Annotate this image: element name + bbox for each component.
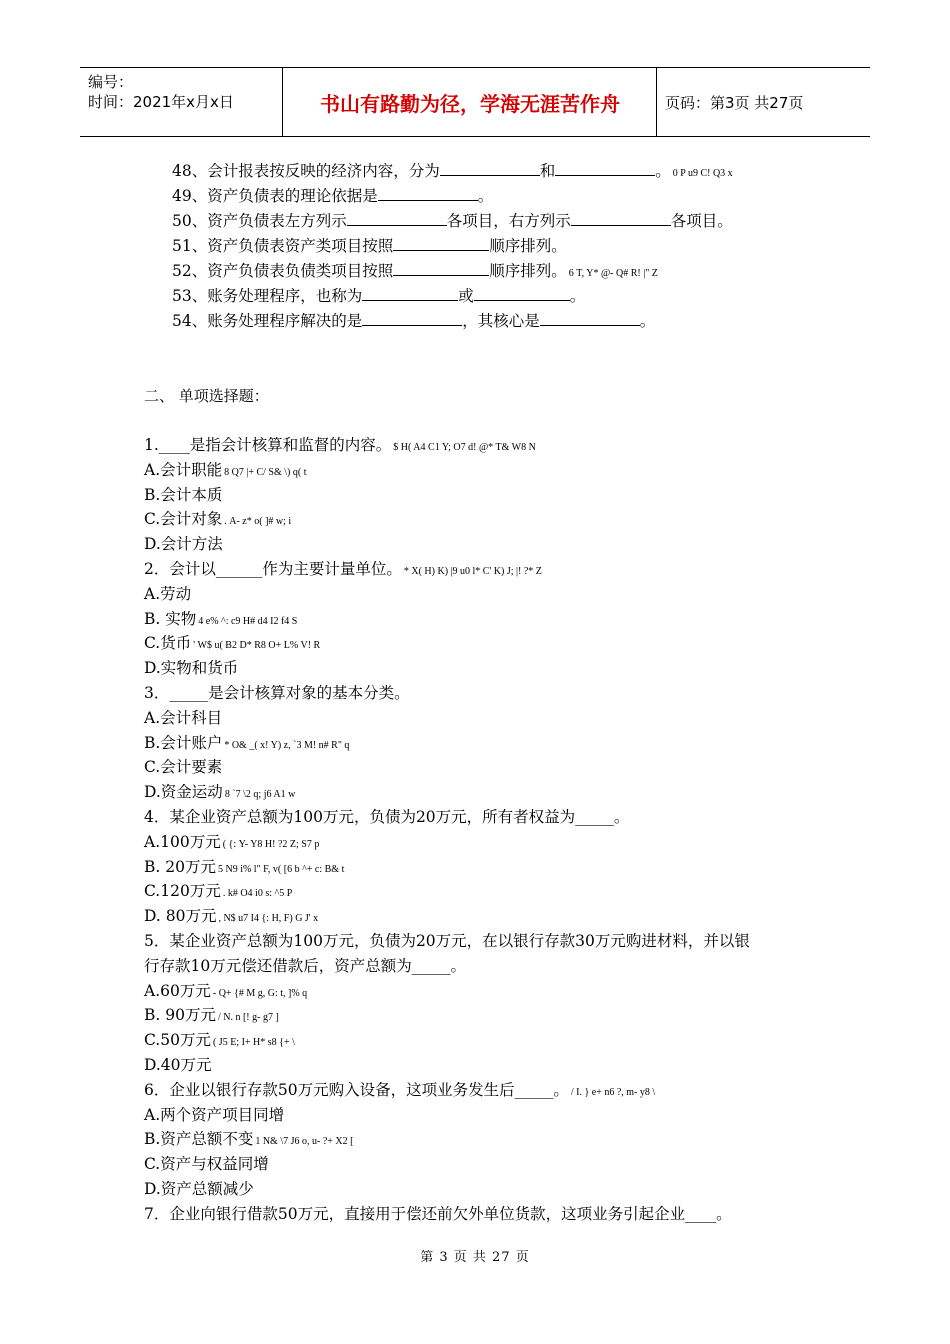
question-option	[144, 756, 222, 778]
noise-text: , N$ u7 I4 {: H, F) G J' x	[218, 913, 319, 925]
question-stem-text: 2．会计以______作为主要计量单位。	[144, 560, 402, 578]
question-option	[144, 484, 222, 506]
answer-blank	[393, 236, 489, 251]
question-option	[144, 732, 349, 757]
noise-text: . A- z* o( ]# w; i	[224, 516, 292, 528]
noise-text: / I. } e+ n6 ?, m- y8 \	[570, 1086, 656, 1098]
question-option	[144, 856, 344, 881]
header-page-info: 页码：第3页 共27页	[665, 93, 804, 112]
answer-blank	[540, 311, 640, 326]
question-option	[144, 707, 222, 729]
question-option-text: D.资产总额减少	[144, 1180, 254, 1198]
question-option	[144, 533, 223, 555]
noise-text: 6 T, Y* @- Q# R! |" Z	[568, 268, 658, 279]
noise-text: 8 Q7 |+ C/ S& \) q( t	[224, 466, 307, 478]
question-option	[144, 980, 307, 1005]
question-option-text: C.会计要素	[144, 758, 223, 777]
question-stem-text: 行存款10万元偿还借款后，资产总额为_____。	[144, 956, 466, 975]
question-option-text: C.50万元	[144, 1031, 211, 1050]
noise-text: ( {: Y- Y8 H! ?2 Z; S7 p	[222, 838, 320, 850]
question-option-text: C.120万元	[144, 882, 221, 901]
question-option-text: A.会计职能	[144, 460, 223, 479]
fill-item-text: 。	[639, 312, 656, 330]
fill-item	[172, 260, 658, 285]
question-option-text: A.两个资产项目同增	[144, 1105, 285, 1124]
question-option	[144, 657, 238, 679]
fill-item-text: 51、资产负债表资产类项目按照	[172, 237, 394, 255]
question-option-text: D. 80万元	[144, 907, 217, 926]
question-option-text: D.40万元	[144, 1056, 212, 1074]
noise-text: ' W$ u( B2 D* R8 O+ L% V! R	[193, 640, 321, 652]
question-option	[144, 880, 292, 905]
question-option	[144, 583, 191, 605]
fill-item-text: 各项目，右方列示	[446, 212, 571, 230]
question-option-text: D.实物和货币	[144, 659, 239, 678]
fill-item-text: 各项目。	[670, 212, 733, 230]
fill-item	[172, 160, 733, 185]
fill-item	[172, 185, 493, 207]
question-option	[144, 1054, 212, 1076]
fill-item-text: 和	[539, 162, 556, 180]
doc-number-label: 编号：	[88, 73, 134, 91]
header-meta	[88, 72, 234, 112]
question-option-text: D.资金运动	[144, 783, 223, 802]
question-option-text: B. 实物	[144, 609, 197, 628]
fill-item	[172, 210, 733, 232]
fill-item-text: 52、资产负债表负债类项目按照	[172, 262, 394, 280]
question-option	[144, 905, 318, 930]
question-stem	[144, 558, 542, 583]
answer-blank	[362, 286, 458, 301]
noise-text: * X( H) K) |9 u0 l* C' K) J; |! ?* Z	[403, 566, 542, 577]
fill-item-text: 50、资产负债表左方列示	[172, 212, 347, 230]
question-option-text: A.60万元	[144, 981, 211, 1000]
header-motto: 书山有路勤为径，学海无涯苦作舟	[320, 91, 620, 116]
question-stem	[144, 955, 466, 977]
question-option-text: B.会计本质	[144, 485, 223, 504]
fill-item-text: 49、资产负债表的理论依据是	[172, 187, 378, 205]
question-option	[144, 608, 297, 633]
question-stem-text: 7．企业向银行借款50万元，直接用于偿还前欠外单位货款，这项业务引起企业____。	[144, 1204, 732, 1223]
fill-item-text: 顺序排列。	[489, 262, 567, 280]
question-stem-text: 5．某企业资产总额为100万元，负债为20万元，在以银行存款30万元购进材料，并以银	[144, 932, 750, 950]
noise-text: . k# O4 i0 s: ^5 P	[222, 888, 293, 900]
fill-item-text: 48、会计报表按反映的经济内容，分为	[172, 162, 440, 180]
question-option	[144, 508, 291, 533]
question-option	[144, 459, 307, 484]
noise-text: * O& _( x! Y) z, `3 M! n# R" q	[224, 739, 350, 751]
noise-text: $ H( A4 C1 Y; O7 d! @* T& W8 N	[393, 442, 536, 453]
answer-blank	[555, 161, 655, 176]
noise-text: - Q+ {# M g, G: t, ]% q	[212, 987, 308, 999]
question-stem	[144, 806, 629, 828]
noise-text: 1 N& \7 J6 o, u- ?+ X2 [	[255, 1136, 354, 1148]
answer-blank	[440, 161, 540, 176]
noise-text: 4 e% ^: c9 H# d4 I2 f4 S	[198, 615, 298, 627]
fill-item-text: 顺序排列。	[489, 237, 567, 255]
fill-item-text: ，其核心是	[462, 312, 540, 330]
question-stem	[144, 682, 410, 704]
answer-blank	[347, 211, 447, 226]
question-option	[144, 1004, 279, 1029]
question-stem	[144, 1079, 655, 1104]
question-option-text: B.会计账户	[144, 733, 223, 752]
question-option-text: C.资产与权益同增	[144, 1155, 269, 1174]
question-option-text: B. 20万元	[144, 857, 216, 876]
question-stem	[144, 930, 750, 952]
fill-item-text: 54、账务处理程序解决的是	[172, 312, 363, 330]
question-option	[144, 1029, 295, 1054]
question-option	[144, 781, 295, 806]
answer-blank	[378, 186, 478, 201]
noise-text: 8 `7 \2 q; j6 A1 w	[224, 789, 296, 801]
fill-item-text: 。	[655, 162, 671, 180]
fill-item	[172, 285, 585, 307]
header-divider	[656, 68, 657, 136]
question-option	[144, 1128, 353, 1153]
question-option-text: A.劳动	[144, 584, 192, 603]
answer-blank	[393, 261, 489, 276]
header-divider	[282, 68, 283, 136]
question-stem-text: 4．某企业资产总额为100万元，负债为20万元，所有者权益为_____。	[144, 808, 630, 826]
section-title: 二、 单项选择题：	[144, 387, 269, 405]
fill-item-text: 。	[569, 287, 586, 305]
noise-text: 5 N9 i% l" F, v( [6 b ^+ c: B& t	[217, 863, 345, 875]
page-header	[80, 67, 870, 137]
question-option-text: D.会计方法	[144, 535, 223, 554]
fill-item	[172, 235, 567, 257]
question-option	[144, 831, 319, 856]
question-option-text: B. 90万元	[144, 1006, 216, 1025]
question-option-text: A.会计科目	[144, 708, 223, 727]
question-option-text: B.资产总额不变	[144, 1130, 254, 1149]
doc-time-label: 时间：2021年x月x日	[88, 93, 234, 111]
question-stem-text: 3．_____是会计核算对象的基本分类。	[144, 684, 410, 702]
noise-text: 0 P u9 C! Q3 x	[672, 168, 733, 179]
answer-blank	[571, 211, 671, 226]
question-stem	[144, 434, 536, 459]
fill-item	[172, 310, 655, 332]
question-stem	[144, 1203, 732, 1225]
question-stem-text: 1.____是指会计核算和监督的内容。	[144, 436, 392, 454]
noise-text: / N. n [! g- g7 ]	[217, 1012, 279, 1024]
fill-item-text: 53、账务处理程序，也称为	[172, 287, 363, 305]
question-option-text: C.货币	[144, 634, 192, 653]
question-option	[144, 632, 320, 657]
question-option	[144, 1104, 284, 1126]
noise-text: ( J5 E; I+ H* s8 {+ \	[212, 1037, 295, 1049]
question-option	[144, 1178, 254, 1200]
question-option-text: A.100万元	[144, 832, 221, 851]
fill-item-text: 。	[477, 187, 494, 205]
question-stem-text: 6．企业以银行存款50万元购入设备，这项业务发生后_____。	[144, 1080, 569, 1099]
answer-blank	[474, 286, 570, 301]
question-option	[144, 1153, 269, 1175]
fill-item-text: 或	[458, 287, 474, 305]
page-footer: 第 3 页 共 27 页	[420, 1250, 530, 1265]
answer-blank	[362, 311, 462, 326]
question-option-text: C.会计对象	[144, 510, 223, 529]
